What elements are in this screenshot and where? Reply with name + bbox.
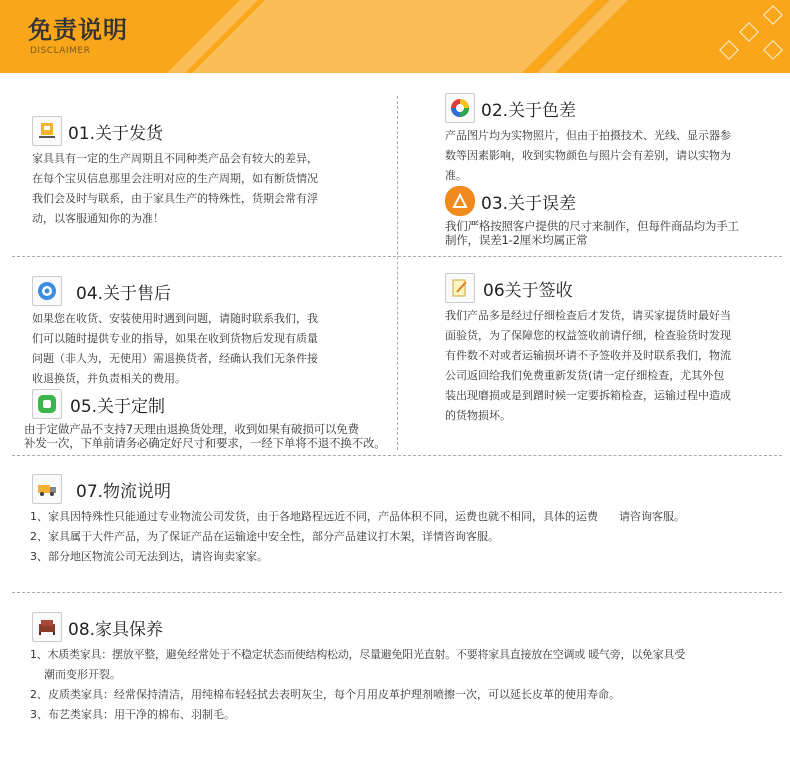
section-text: 2、家具属于大件产品，为了保证产品在运输途中安全性，部分产品建议打木架，详情咨询客服。	[30, 530, 499, 543]
section-text: 制作，误差1-2厘米均属正常	[445, 233, 588, 247]
section-logistics	[32, 474, 772, 567]
section-text: 潮而变形开裂。	[30, 668, 121, 681]
diamond-decoration	[719, 40, 739, 60]
section-color-difference	[445, 93, 775, 186]
ruler-icon	[445, 186, 475, 216]
section-title: 03.关于误差	[481, 193, 577, 214]
sign-icon	[445, 273, 475, 303]
section-title: 04.关于售后	[76, 283, 172, 304]
section-receipt	[445, 273, 775, 426]
service-icon	[32, 276, 62, 306]
cargo-icon	[32, 116, 62, 146]
page-title: 免责说明	[28, 16, 128, 44]
color-wheel-icon	[445, 93, 475, 123]
section-text: 在每个宝贝信息那里会注明对应的生产周期，如有断货情况	[32, 172, 318, 185]
section-title: 07.物流说明	[76, 481, 172, 502]
section-title: 01.关于发货	[68, 123, 164, 144]
horizontal-divider	[12, 592, 782, 593]
section-text: 家具具有一定的生产周期且不同种类产品会有较大的差异，	[32, 152, 318, 165]
page-subtitle: DISCLAIMER	[30, 46, 91, 56]
section-after-sales	[32, 276, 387, 389]
section-text: 如果您在收货、安装使用时遇到问题，请随时联系我们，我	[32, 312, 318, 325]
section-text: 收退换货，并负责相关的费用。	[32, 372, 186, 385]
section-customization	[24, 389, 397, 450]
section-text: 1、木质类家具：摆放平整，避免经常处于不稳定状态而使结构松动，尽量避免阳光直射。不要将家具直接放在空调或 暖气旁，以免家具受	[30, 648, 685, 661]
section-shipping	[32, 116, 387, 229]
header-banner	[0, 0, 790, 73]
section-text: 问题（非人为，无使用）需退换货者，经确认我们无条件接	[32, 352, 318, 365]
section-text: 由于定做产品不支持7天理由退换货处理，收到如果有破损可以免费	[24, 422, 359, 436]
section-text: 有件数不对或者运输损坏请不予签收并及时联系我们，物流	[445, 349, 731, 362]
sofa-icon	[32, 612, 62, 642]
section-text: 2、皮质类家具：经常保持清洁，用纯棉布轻轻拭去表明灰尘，每个月用皮革护理剂喷擦一次，可以延长皮革的使用寿命。	[30, 688, 620, 701]
section-title: 06关于签收	[483, 280, 573, 301]
custom-icon	[32, 389, 62, 419]
diamond-decoration	[763, 40, 783, 60]
vertical-divider	[397, 96, 398, 450]
section-maintenance	[32, 612, 772, 725]
section-text: 们可以随时提供专业的指导，如果在收到货物后发现有质量	[32, 332, 318, 345]
section-text: 的货物损坏。	[445, 409, 511, 422]
section-text: 动，以客服通知你的为准！	[32, 212, 164, 225]
section-text: 我们会及时与联系，由于家具生产的特殊性，货期会常有浮	[32, 192, 318, 205]
section-text: 产品图片均为实物照片，但由于拍摄技术、光线、显示器参	[445, 129, 731, 142]
truck-icon	[32, 474, 62, 504]
diamond-decoration	[763, 5, 783, 25]
section-text: 3、部分地区物流公司无法到达，请咨询卖家家。	[30, 550, 268, 563]
section-title: 08.家具保养	[68, 619, 164, 640]
section-text: 装出现磨损或是到蹭时候一定要拆箱检查，运输过程中造成	[445, 389, 731, 402]
section-text: 我们产品多是经过仔细检查后才发货，请买家提货时最好当	[445, 309, 731, 322]
section-text: 补发一次，下单前请务必确定好尺寸和要求，一经下单将不退不换不改。	[24, 436, 386, 450]
section-text: 数等因素影响，收到实物颜色与照片会有差别，请以实物为	[445, 149, 731, 162]
horizontal-divider	[12, 256, 782, 257]
section-text: 我们严格按照客户提供的尺寸来制作，但每件商品均为手工	[445, 219, 739, 233]
section-text: 公司返回给我们免费重新发货(请一定仔细检查，尤其外包	[445, 369, 725, 382]
section-text: 准。	[445, 169, 467, 182]
horizontal-divider	[12, 455, 782, 456]
section-text: 1、家具因特殊性只能通过专业物流公司发货，由于各地路程远近不同，产品体积不同，运费也就不相同，具体的运费 请咨询客服。	[30, 510, 685, 523]
section-text: 面验货，为了保障您的权益签收前请仔细，检查验货时发现	[445, 329, 731, 342]
diamond-decoration	[739, 22, 759, 42]
section-tolerance	[445, 186, 775, 247]
section-title: 02.关于色差	[481, 100, 577, 121]
section-text: 3、布艺类家具：用干净的棉布、羽制毛。	[30, 708, 235, 721]
section-title: 05.关于定制	[70, 396, 166, 417]
